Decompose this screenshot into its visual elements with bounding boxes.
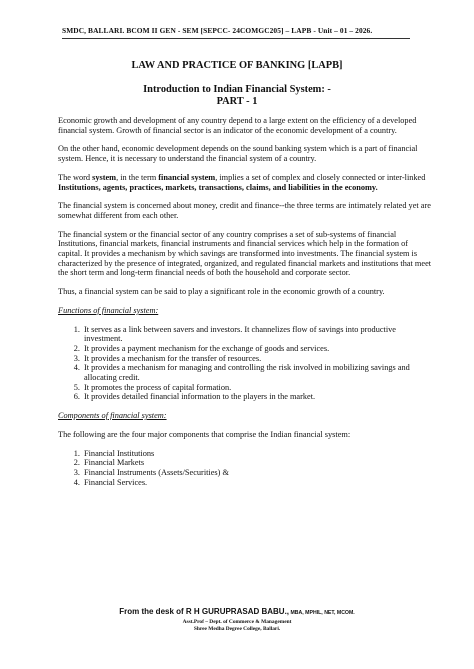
paragraph-definition	[58, 173, 433, 192]
definition-text-a: The word	[58, 172, 93, 182]
definition-text-e: , implies a set of complex and closely connected or inter-linked	[215, 172, 426, 182]
running-header: SMDC, BALLARI. BCOM II GEN - SEM [SEPCC- 24COMGC205] – LAPB - Unit – 01 – 2026.	[62, 26, 373, 35]
functions-heading: Functions of financial system:	[58, 305, 159, 315]
part-title: PART - 1	[216, 96, 258, 107]
paragraph-growth: Economic growth and development of any country depend to a large extent on the efficiency of a developed financial system. Growth of financial sector is an indicator of the economic development of a country.	[58, 116, 417, 135]
definition-term-system: system	[92, 172, 117, 182]
definition-components: Institutions, agents, practices, markets, transactions, claims, and liabilities in the economy.	[58, 182, 378, 192]
list-item: 3. Financial Instruments (Assets/Securities) &	[82, 468, 433, 478]
paragraph-banking: On the other hand, economic development depends on the sound banking system which is a part of financial system. Hence, it is necessary to understand the financial system of a country.	[58, 144, 418, 164]
list-item: 4. Financial Services.	[82, 478, 433, 488]
footer-author	[0, 607, 474, 616]
list-item: 2. It provides a payment mechanism for the exchange of goods and services.	[82, 344, 433, 354]
header-rule	[62, 38, 410, 39]
footer-college: Shree Medha Degree College, Ballari.	[193, 626, 281, 632]
paragraph-role: Thus, a financial system can be said to play a significant role in the economic growth of a country.	[58, 287, 385, 297]
footer-affiliation	[0, 619, 474, 633]
definition-term-financial-system: financial system	[158, 172, 216, 182]
list-item: 5. It promotes the process of capital formation.	[82, 383, 433, 393]
components-heading: Components of financial system:	[58, 411, 167, 421]
functions-list	[58, 325, 433, 403]
topic-title: Introduction to Indian Financial System: -	[143, 84, 331, 95]
paragraph-subsystems: The financial system or the financial sector of any country comprises a set of sub-systems of financial Institutions, financial markets, financial instruments and financial services which help in the formation of capital. It provides a mechanism by which savings are transformed into investments. The financial system is characterized by the presence of integrated, organized, and regulated financial markets and institutions that meet the short term and long-term financial needs of both the household and corporate sector.	[58, 229, 432, 278]
document-body	[58, 116, 433, 496]
paragraph-money-credit: The financial system is concerned about money, credit and finance--the three terms are intimately related yet are somewhat different from each other.	[58, 201, 431, 220]
footer-degrees: MBA, MPHIL, NET, MCOM.	[289, 610, 355, 616]
footer-position: Asst.Prof – Dept. of Commerce & Management	[182, 619, 292, 625]
list-item: 3. It provides a mechanism for the transfer of resources.	[82, 354, 433, 364]
list-item: 1. Financial Institutions	[82, 449, 433, 459]
components-intro: The following are the four major components that comprise the Indian financial system:	[58, 429, 351, 439]
list-item: 4. It provides a mechanism for managing and controlling the risk involved in mobilizing savings and allocating credit.	[82, 363, 433, 382]
list-item: 1. It serves as a link between savers and investors. It channelizes flow of savings into productive investment.	[82, 325, 433, 344]
list-item: 2. Financial Markets	[82, 458, 433, 468]
footer-desk: From the desk of R H GURUPRASAD BABU.,	[119, 607, 290, 616]
course-title: LAW AND PRACTICE OF BANKING [LAPB]	[131, 60, 343, 71]
list-item: 6. It provides detailed financial information to the players in the market.	[82, 392, 433, 402]
definition-text-c: , in the term	[116, 172, 159, 182]
components-list	[58, 449, 433, 488]
